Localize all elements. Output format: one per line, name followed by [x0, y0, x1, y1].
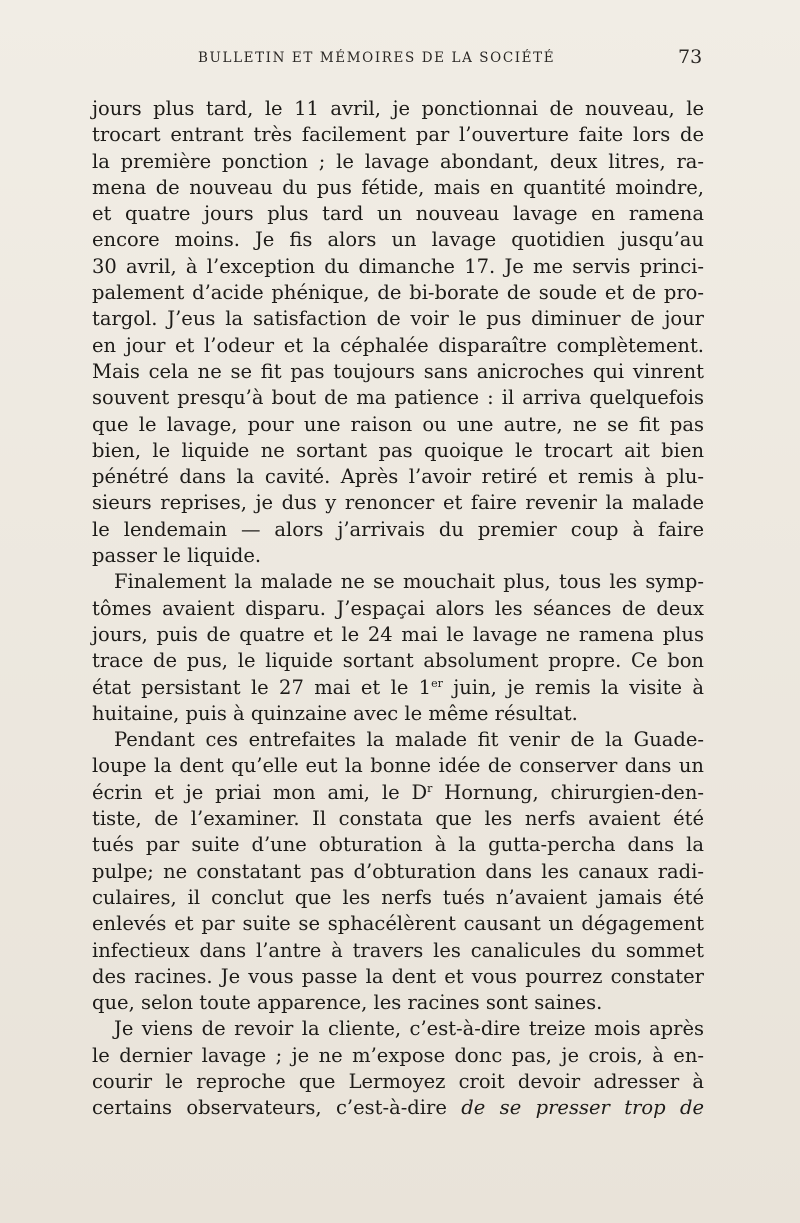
- text-line: targol. J’eus la satisfaction de voir le pus diminuer de jour: [92, 307, 704, 331]
- text-line: Je viens de revoir la cliente, c’est-à-dire treize mois après: [114, 1017, 704, 1041]
- text-line: Mais cela ne se fit pas toujours sans anicroches qui vinrent: [92, 359, 704, 383]
- text-line: 30 avril, à l’exception du dimanche 17. Je me servis princi-: [92, 254, 704, 278]
- body-text: [92, 96, 704, 1122]
- page-header: [0, 46, 800, 74]
- text-line: et quatre jours plus tard un nouveau lavage en ramena: [92, 202, 704, 226]
- text-line: mena de nouveau du pus fétide, mais en quantité moindre,: [92, 175, 704, 199]
- text-line: courir le reproche que Lermoyez croit devoir adresser à: [92, 1069, 704, 1093]
- line-text: Hornung, chirurgien-den-: [432, 780, 704, 804]
- text-line: souvent presqu’à bout de ma patience : il arriva quelquefois: [92, 386, 704, 410]
- paragraph-2: [92, 569, 704, 727]
- text-line-with-italic: [92, 1095, 704, 1121]
- text-line: pulpe; ne constatant pas d’obturation dans les canaux radi-: [92, 859, 704, 883]
- text-line: jours plus tard, le 11 avril, je ponctionnai de nouveau, le: [92, 97, 704, 120]
- text-line: le dernier lavage ; je ne m’expose donc pas, je crois, à en-: [92, 1043, 704, 1067]
- text-line: jours, puis de quatre et le 24 mai le lavage ne ramena plus: [92, 622, 704, 646]
- text-line: huitaine, puis à quinzaine avec le même résultat.: [92, 701, 578, 725]
- line-text: état persistant le 27 mai et le 1: [92, 675, 432, 699]
- paragraph-4: [92, 1016, 704, 1121]
- paragraph-1: [92, 96, 704, 569]
- text-line-with-superscript: [92, 780, 704, 806]
- text-line: sieurs reprises, je dus y renoncer et faire revenir la malade: [92, 491, 704, 515]
- text-line: passer le liquide.: [92, 544, 262, 568]
- text-line: trocart entrant très facilement par l’ouverture faite lors de: [92, 123, 704, 147]
- text-line: encore moins. Je fis alors un lavage quotidien jusqu’au: [92, 228, 704, 252]
- line-text: juin, je remis la visite à: [442, 675, 704, 699]
- text-line: trace de pus, le liquide sortant absolument propre. Ce bon: [92, 649, 704, 673]
- text-line: bien, le liquide ne sortant pas quoique le trocart ait bien: [92, 438, 704, 462]
- superscript: er: [431, 676, 443, 690]
- page-number: 73: [678, 46, 703, 68]
- paragraph-3: [92, 727, 704, 1016]
- text-line: en jour et l’odeur et la céphalée disparaître complètement.: [92, 333, 704, 357]
- text-line: Pendant ces entrefaites la malade fit venir de la Guade-: [114, 728, 704, 752]
- text-line: culaires, il conclut que les nerfs tués n’avaient jamais été: [92, 885, 704, 909]
- text-line: tiste, de l’examiner. Il constata que les nerfs avaient été: [92, 807, 704, 831]
- text-line: que, selon toute apparence, les racines sont saines.: [92, 991, 603, 1015]
- text-line: tués par suite d’une obturation à la gutta-percha dans la: [92, 833, 704, 857]
- text-line: Finalement la malade ne se mouchait plus, tous les symp-: [114, 570, 704, 594]
- line-text: certains observateurs, c’est-à-dire: [92, 1096, 462, 1120]
- text-line: la première ponction ; le lavage abondant, deux litres, ra-: [92, 149, 704, 173]
- line-text: écrin et je priai mon ami, le D: [92, 780, 428, 804]
- superscript: r: [427, 781, 433, 795]
- text-line: pénétré dans la cavité. Après l’avoir retiré et remis à plu-: [92, 465, 704, 489]
- text-line: le lendemain — alors j’arrivais du premier coup à faire: [92, 517, 704, 541]
- running-head: BULLETIN ET MÉMOIRES DE LA SOCIÉTÉ: [198, 50, 556, 66]
- text-line: infectieux dans l’antre à travers les canalicules du sommet: [92, 938, 704, 962]
- text-line: enlevés et par suite se sphacélèrent causant un dégagement: [92, 912, 704, 936]
- text-line-with-superscript: [92, 675, 704, 701]
- text-line: des racines. Je vous passe la dent et vous pourrez constater: [92, 964, 704, 988]
- text-line: que le lavage, pour une raison ou une autre, ne se fit pas: [92, 412, 704, 436]
- text-line: tômes avaient disparu. J’espaçai alors les séances de deux: [92, 596, 704, 620]
- text-line: loupe la dent qu’elle eut la bonne idée de conserver dans un: [92, 754, 704, 778]
- italic-text: de se presser trop de: [461, 1096, 704, 1120]
- text-line: palement d’acide phénique, de bi-borate de soude et de pro-: [92, 281, 704, 305]
